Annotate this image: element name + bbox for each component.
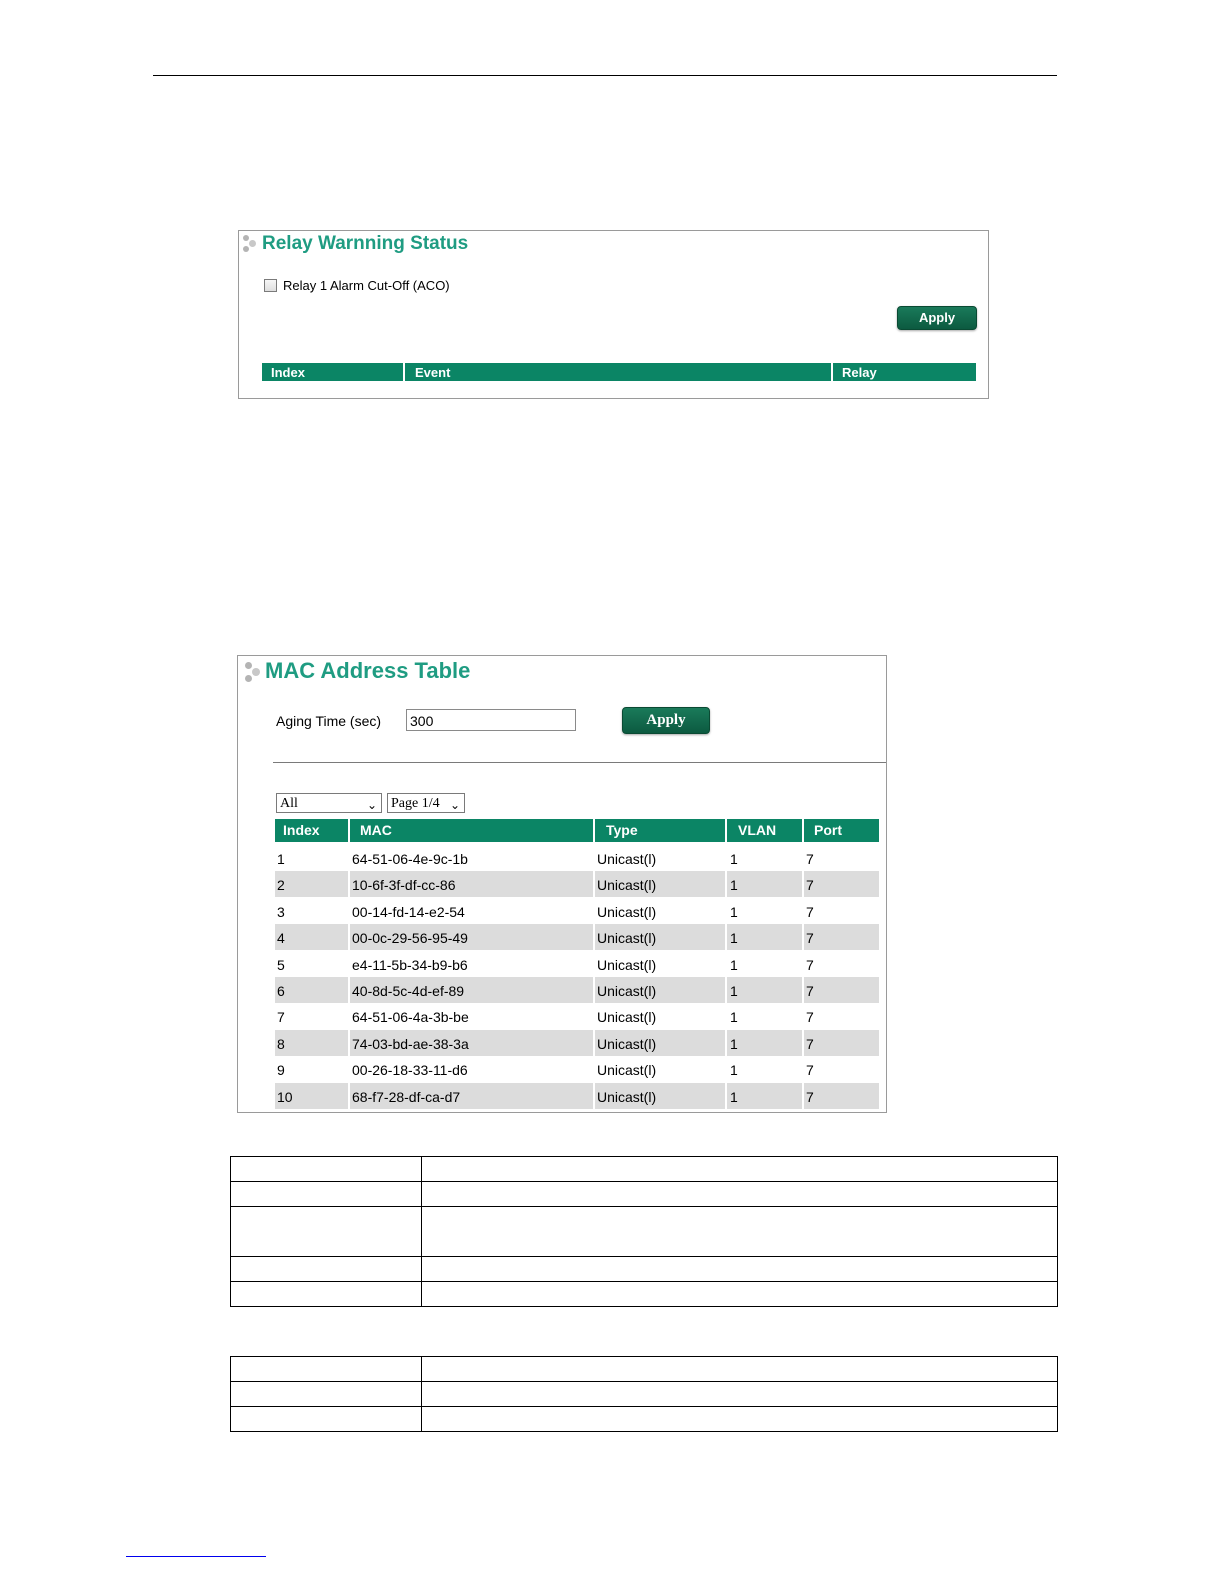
description-table-2	[230, 1356, 1058, 1432]
mac-cell-mac: 10-6f-3f-df-cc-86	[352, 877, 456, 894]
mac-cell-index: 10	[277, 1088, 293, 1105]
mac-col-index: Index	[283, 822, 320, 838]
aging-time-input[interactable]: 300	[406, 709, 576, 731]
section-divider	[273, 762, 886, 763]
mac-apply-button[interactable]: Apply	[622, 707, 710, 734]
aco-checkbox[interactable]	[264, 279, 277, 292]
mac-cell-mac: 00-0c-29-56-95-49	[352, 930, 468, 947]
mac-table-header	[275, 819, 879, 842]
mac-address-panel	[237, 655, 887, 1113]
mac-cell-index: 2	[277, 877, 285, 894]
table-row	[275, 1056, 879, 1082]
table-row	[275, 977, 879, 1003]
mac-cell-mac: 64-51-06-4e-9c-1b	[352, 851, 468, 867]
mac-cell-index: 3	[277, 903, 285, 920]
aging-time-label: Aging Time (sec)	[276, 713, 382, 729]
mac-cell-type: Unicast(l)	[597, 1035, 657, 1052]
table-row	[275, 898, 879, 924]
bullet-dots-icon	[244, 662, 264, 682]
mac-cell-type: Unicast(l)	[597, 1062, 657, 1079]
mac-cell-vlan: 1	[730, 983, 738, 999]
mac-cell-type: Unicast(l)	[597, 983, 657, 999]
mac-cell-index: 4	[277, 930, 285, 947]
mac-cell-type: Unicast(l)	[597, 877, 657, 894]
mac-cell-port: 7	[806, 956, 814, 973]
mac-cell-type: Unicast(l)	[597, 956, 657, 973]
mac-cell-vlan: 1	[730, 1062, 738, 1079]
mac-cell-index: 6	[277, 983, 285, 999]
mac-col-vlan: VLAN	[738, 822, 777, 838]
mac-col-port: Port	[814, 822, 842, 838]
mac-cell-index: 5	[277, 956, 285, 973]
bullet-dots-icon	[242, 235, 260, 253]
table-row	[275, 951, 879, 977]
mac-cell-index: 8	[277, 1035, 285, 1052]
mac-cell-type: Unicast(l)	[597, 930, 657, 947]
mac-cell-index: 1	[277, 851, 285, 867]
mac-cell-vlan: 1	[730, 1088, 738, 1105]
mac-col-mac: MAC	[360, 822, 392, 838]
mac-cell-port: 7	[806, 1088, 814, 1105]
mac-cell-vlan: 1	[730, 877, 738, 894]
page-select[interactable]	[387, 793, 465, 813]
mac-cell-vlan: 1	[730, 1009, 738, 1026]
mac-cell-vlan: 1	[730, 956, 738, 973]
mac-cell-port: 7	[806, 930, 814, 947]
mac-cell-port: 7	[806, 877, 814, 894]
mac-cell-mac: 00-14-fd-14-e2-54	[352, 903, 465, 920]
relay-apply-button[interactable]: Apply	[897, 306, 977, 330]
mac-cell-vlan: 1	[730, 851, 738, 867]
mac-cell-port: 7	[806, 903, 814, 920]
mac-cell-mac: 64-51-06-4a-3b-be	[352, 1009, 469, 1026]
aco-checkbox-label: Relay 1 Alarm Cut-Off (ACO)	[283, 278, 450, 293]
mac-cell-type: Unicast(l)	[597, 851, 657, 867]
mac-cell-type: Unicast(l)	[597, 903, 657, 920]
chevron-down-icon: ⌄	[449, 798, 460, 812]
table-row	[275, 871, 879, 897]
mac-cell-vlan: 1	[730, 930, 738, 947]
mac-cell-port: 7	[806, 1009, 814, 1026]
mac-cell-mac: e4-11-5b-34-b9-b6	[352, 956, 468, 973]
relay-col-relay: Relay	[842, 365, 877, 380]
mac-panel-title: MAC Address Table	[265, 658, 471, 683]
mac-cell-vlan: 1	[730, 1035, 738, 1052]
mac-filter-select[interactable]	[276, 793, 382, 813]
mac-cell-mac: 40-8d-5c-4d-ef-89	[352, 983, 465, 999]
mac-cell-port: 7	[806, 851, 814, 867]
relay-col-index: Index	[271, 365, 305, 380]
mac-cell-mac: 00-26-18-33-11-d6	[352, 1062, 468, 1079]
mac-cell-index: 9	[277, 1062, 285, 1079]
table-row	[275, 1030, 879, 1056]
mac-cell-index: 7	[277, 1009, 285, 1026]
relay-panel-title: Relay Warnning Status	[262, 233, 469, 254]
chevron-down-icon: ⌄	[366, 798, 377, 812]
mac-col-type: Type	[606, 822, 638, 838]
table-row	[275, 1003, 879, 1029]
table-row	[275, 924, 879, 950]
relay-table-header	[262, 363, 976, 381]
mac-filter-value: All	[280, 796, 298, 811]
relay-col-event: Event	[415, 365, 451, 380]
table-row	[275, 1083, 879, 1109]
description-table-1	[230, 1156, 1058, 1307]
table-row	[275, 845, 879, 871]
mac-cell-port: 7	[806, 1035, 814, 1052]
mac-cell-vlan: 1	[730, 903, 738, 920]
page-select-value: Page 1/4	[391, 796, 440, 811]
footer-link-underline	[126, 1556, 266, 1557]
mac-cell-port: 7	[806, 983, 814, 999]
page-top-rule	[153, 75, 1057, 76]
relay-warning-panel	[238, 230, 989, 399]
mac-cell-type: Unicast(l)	[597, 1009, 657, 1026]
mac-cell-port: 7	[806, 1062, 814, 1079]
mac-cell-mac: 74-03-bd-ae-38-3a	[352, 1035, 469, 1052]
mac-cell-mac: 68-f7-28-df-ca-d7	[352, 1088, 461, 1105]
mac-cell-type: Unicast(l)	[597, 1088, 657, 1105]
